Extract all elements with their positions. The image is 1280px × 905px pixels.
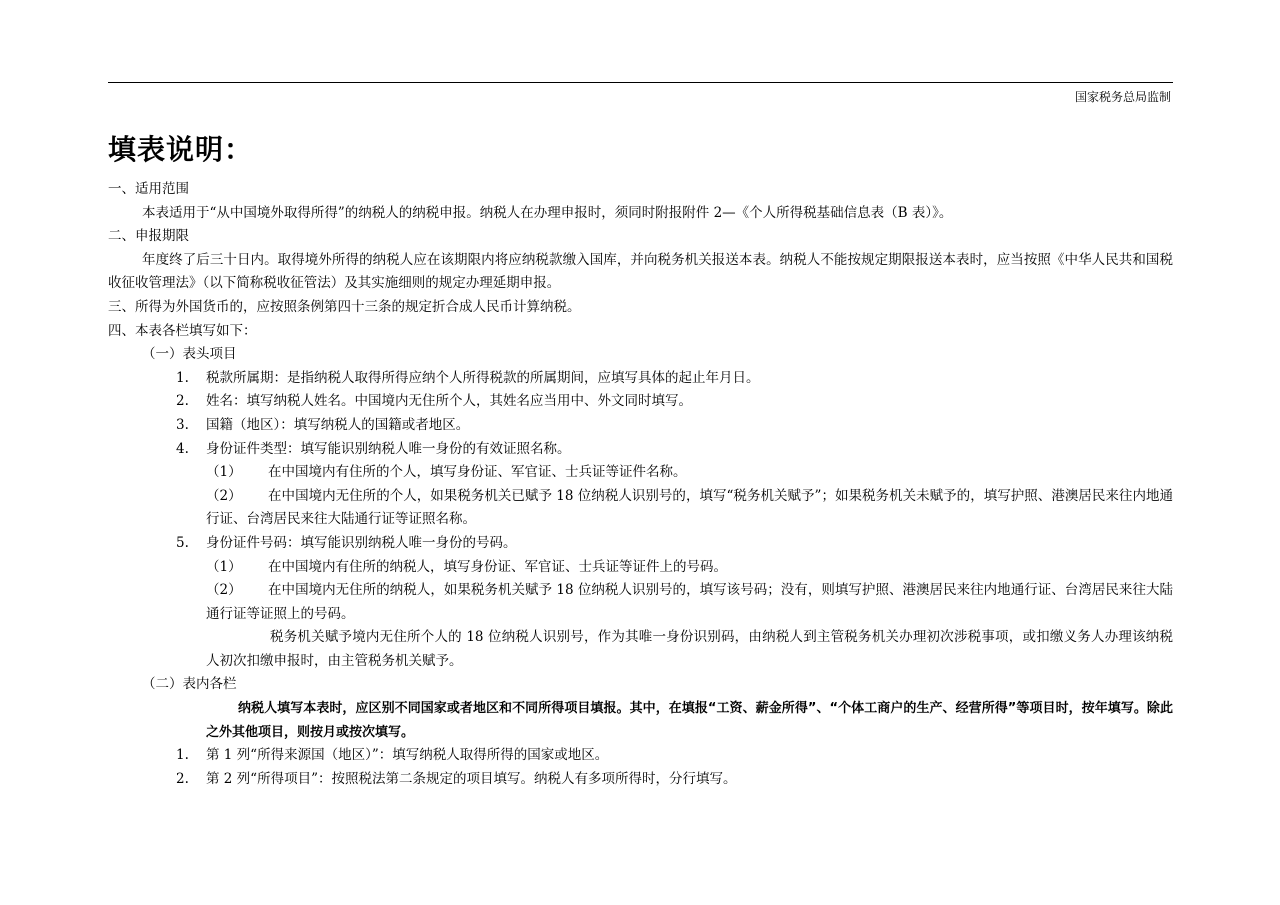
item-5-note: 税务机关赋予境内无住所个人的 18 位纳税人识别号，作为其唯一身份识别码，由纳税人到主管税务机关办理初次涉税事项，或扣缴义务人办理该纳税人初次扣缴申报时，由主管税务机关赋予。 (206, 629, 1173, 669)
item-number: 1. (176, 747, 189, 764)
list-item (108, 768, 1173, 792)
sub-item-text: 在中国境内有住所的个人，填写身份证、军官证、士兵证等证件名称。 (268, 464, 687, 481)
header-rule (108, 82, 1173, 83)
instructions-body (108, 178, 1173, 791)
subsection-2-body: 纳税人填写本表时，应区别不同国家或者地区和不同所得项目填报。其中，在填报“工资、薪金所得”、“个体工商户的生产、经营所得”等项目时，按年填写。除此之外其他项目，则按月或按次填写。 (206, 701, 1173, 740)
sub-item-marker: （1） (206, 558, 242, 575)
list-item (108, 414, 1173, 438)
item-number: 2. (176, 770, 189, 787)
sub-item-marker: （2） (206, 487, 242, 504)
sub-item (108, 461, 1173, 485)
item-text: 税款所属期：是指纳税人取得所得应纳个人所得税款的所属期间，应填写具体的起止年月日。 (206, 369, 760, 386)
item-text: 第 2 列“所得项目”：按照税法第二条规定的项目填写。纳税人有多项所得时，分行填写。 (206, 770, 737, 787)
sub-item-text: 在中国境内无住所的纳税人，如果税务机关赋予 18 位纳税人识别号的，填写该号码；没有，则填写护照、港澳居民来往内地通行证、台湾居民来往大陆通行证等证照上的号码。 (206, 582, 1173, 622)
page-title: 填表说明： (108, 133, 254, 166)
sub-item (108, 485, 1173, 532)
list-item (108, 744, 1173, 768)
item-number: 2. (176, 393, 189, 410)
item-text: 姓名：填写纳税人姓名。中国境内无住所个人，其姓名应当用中、外文同时填写。 (206, 393, 692, 410)
item-number: 3. (176, 416, 189, 433)
subsection-2-heading: （二）表内各栏 (142, 676, 237, 693)
sub-item-text: 在中国境内无住所的个人，如果税务机关已赋予 18 位纳税人识别号的，填写“税务机关赋予”；如果税务机关未赋予的，填写护照、港澳居民来往内地通行证、台湾居民来往大陆通行证等证照名称。 (206, 487, 1173, 528)
item-number: 4. (176, 440, 189, 457)
subsection-1-heading: （一）表头项目 (142, 346, 237, 363)
section-2-body: 年度终了后三十日内。取得境外所得的纳税人应在该期限内将应纳税款缴入国库，并向税务机关报送本表。纳税人不能按规定期限报送本表时，应当按照《中华人民共和国税收征收管理法》（以下简称税收征管法）及其实施细则的规定办理延期申报。 (108, 251, 1173, 292)
item-number: 5. (176, 534, 189, 551)
list-item (108, 390, 1173, 414)
header-note: 国家税务总局监制 (1074, 90, 1171, 104)
item-text: 第 1 列“所得来源国（地区）”：填写纳税人取得所得的国家或地区。 (206, 747, 609, 764)
list-item (108, 438, 1173, 462)
item-number: 1. (176, 369, 189, 386)
item-text: 身份证件类型：填写能识别纳税人唯一身份的有效证照名称。 (206, 440, 571, 457)
list-item (108, 367, 1173, 391)
section-1-body: 本表适用于“从中国境外取得所得”的纳税人的纳税申报。纳税人在办理申报时，须同时附报附件 2—《个人所得税基础信息表（B 表）》。 (142, 204, 953, 221)
section-4-heading: 四、本表各栏填写如下： (108, 322, 257, 339)
sub-item (108, 579, 1173, 626)
section-3: 三、所得为外国货币的，应按照条例第四十三条的规定折合成人民币计算纳税。 (108, 298, 581, 315)
item-text: 国籍（地区）：填写纳税人的国籍或者地区。 (206, 416, 470, 433)
list-item (108, 532, 1173, 556)
sub-item-marker: （1） (206, 464, 242, 481)
sub-item (108, 556, 1173, 580)
section-2-heading: 二、申报期限 (108, 228, 189, 245)
sub-item-marker: （2） (206, 582, 242, 599)
item-text: 身份证件号码：填写能识别纳税人唯一身份的号码。 (206, 534, 517, 551)
sub-item-text: 在中国境内有住所的纳税人，填写身份证、军官证、士兵证等证件上的号码。 (268, 558, 727, 575)
section-1-heading: 一、适用范围 (108, 181, 189, 197)
